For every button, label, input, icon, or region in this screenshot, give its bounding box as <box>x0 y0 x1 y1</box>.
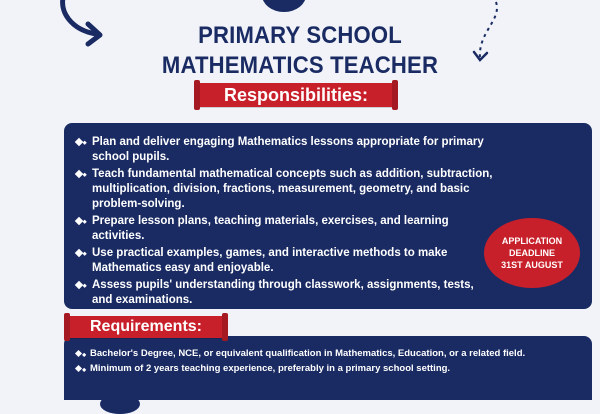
diamond-bullet-icon <box>75 249 83 257</box>
list-item: Prepare lesson plans, teaching materials, exercises, and learning activities. <box>74 214 494 244</box>
top-decor-shape <box>262 0 306 12</box>
requirements-panel <box>64 336 592 400</box>
deadline-line-1: APPLICATION <box>501 236 563 246</box>
list-item: Plan and deliver engaging Mathematics lessons appropriate for primary school pupils. <box>74 135 494 165</box>
ribbon-edge-left <box>64 313 70 341</box>
deadline-line-2: DEADLINE <box>508 248 555 258</box>
page-title-line-2: MATHEMATICS TEACHER <box>161 52 439 79</box>
requirements-heading <box>68 316 224 338</box>
ribbon-edge-right <box>392 80 398 110</box>
diamond-bullet-icon <box>75 365 82 372</box>
list-item: Bachelor's Degree, NCE, or equivalent qualification in Mathematics, Education, or a related field. <box>74 348 574 360</box>
deadline-line-3: 31ST AUGUST <box>501 260 563 270</box>
bottom-decor-shape <box>100 394 140 414</box>
diamond-bullet-icon <box>75 217 83 225</box>
responsibilities-heading-text: Responsibilities: <box>223 84 369 105</box>
page-title-line-1: PRIMARY SCHOOL <box>198 22 402 49</box>
list-item: Teach fundamental mathematical concepts such as addition, subtraction, multiplication, division, fractions, measurement, geometry, and basic problem-solving. <box>74 167 494 212</box>
diamond-bullet-icon <box>75 350 82 357</box>
requirements-heading-text: Requirements: <box>89 318 203 335</box>
diamond-bullet-icon <box>75 281 83 289</box>
diamond-bullet-icon <box>75 138 83 146</box>
list-item: Assess pupils' understanding through classwork, assignments, tests, and examinations. <box>74 278 494 308</box>
deadline-badge <box>484 218 580 288</box>
responsibilities-list <box>74 135 494 310</box>
requirements-list <box>74 348 574 378</box>
list-item: Use practical examples, games, and interactive methods to make Mathematics easy and enjoyable. <box>74 246 494 276</box>
diamond-bullet-icon <box>75 170 83 178</box>
ribbon-edge-left <box>194 80 200 110</box>
ribbon-edge-right <box>222 313 228 341</box>
list-item: Minimum of 2 years teaching experience, preferably in a primary school setting. <box>74 363 574 375</box>
responsibilities-heading <box>198 83 394 107</box>
